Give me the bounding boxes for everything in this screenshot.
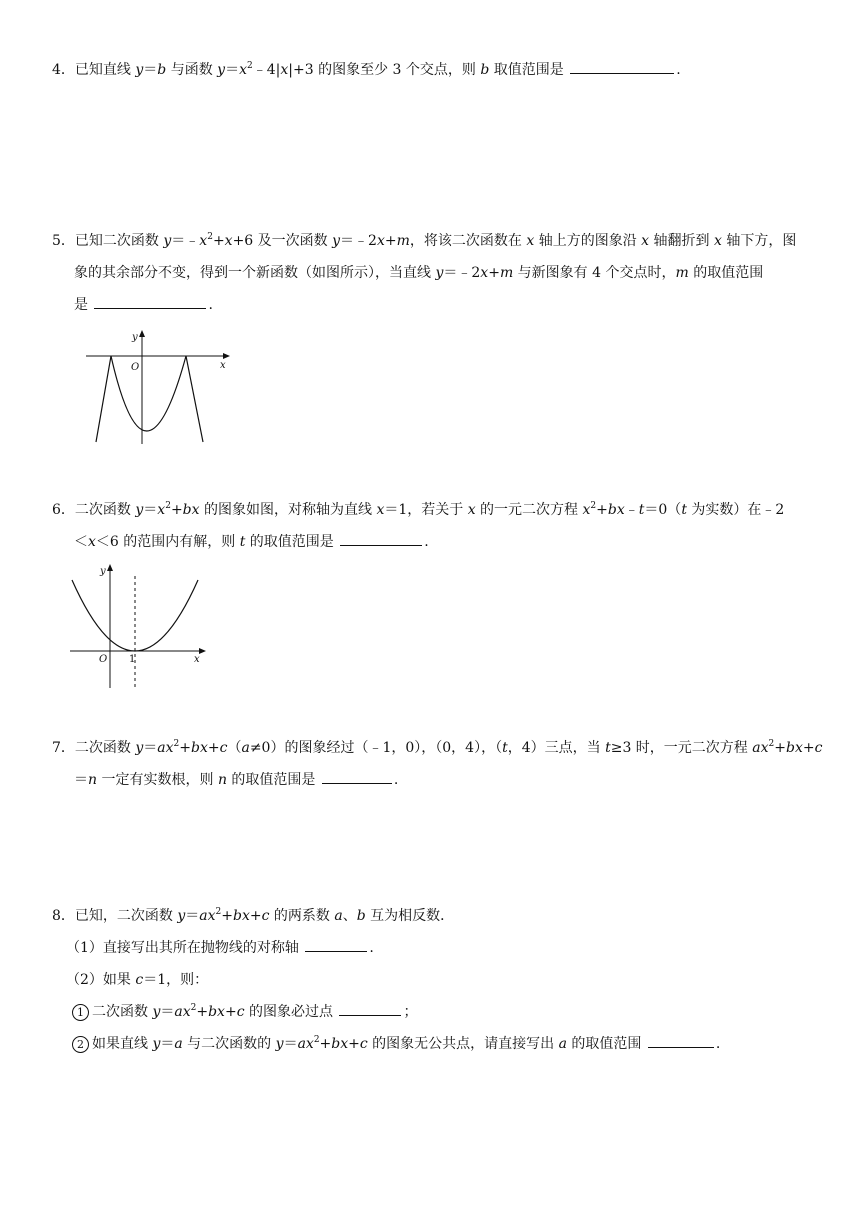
y-axis-arrow bbox=[139, 330, 145, 337]
q6-line-1: 6．二次函数 $y=x^2+bx$ 的图象如图，对称轴为直线 x＝1，若关于 x 的一元二次方程 $x^2+bx﹣t=0(t$ 为实数）在﹣2 bbox=[52, 501, 785, 518]
x-axis-label: x bbox=[194, 654, 200, 665]
circled-number-1: 1 bbox=[72, 1004, 89, 1021]
circled-number-2: 2 bbox=[72, 1036, 89, 1053]
question-5 bbox=[52, 225, 814, 321]
x-axis-label: x bbox=[220, 360, 226, 371]
answer-blank[interactable] bbox=[570, 57, 674, 74]
question-6 bbox=[52, 494, 814, 558]
answer-blank[interactable] bbox=[322, 767, 392, 784]
x-axis-arrow bbox=[199, 648, 206, 654]
y-axis-label: y bbox=[132, 332, 138, 343]
q8-sub-2: 2 如果直线 y＝a 与二次函数的 $y=ax^2+bx+c$ 的图象无公共点，请直接写出 a 的取值范围 . bbox=[52, 1028, 814, 1060]
question-7 bbox=[52, 732, 823, 796]
q8-sub-1: 1 二次函数 $y=ax^2+bx+c$ 的图象必过点 ； bbox=[52, 996, 814, 1028]
answer-blank[interactable] bbox=[94, 292, 206, 309]
origin-label: O bbox=[131, 362, 140, 373]
q5-line-3: 是 . bbox=[52, 289, 814, 321]
answer-blank[interactable] bbox=[339, 999, 401, 1016]
question-4 bbox=[52, 54, 814, 86]
tick-label-1: 1 bbox=[129, 654, 136, 665]
q6-figure bbox=[66, 562, 212, 690]
q8-line-1: 8．已知，二次函数 $y=ax^2+bx+c$ 的两系数 a、b 互为相反数． bbox=[52, 907, 455, 924]
origin-label: O bbox=[99, 654, 108, 665]
y-axis-arrow bbox=[107, 564, 113, 571]
answer-blank[interactable] bbox=[648, 1031, 714, 1048]
q8-part-2: （2）如果 c＝1，则： bbox=[66, 972, 209, 988]
q7-line-1: 7．二次函数 $y=ax^2+bx+c(a\ne 0)$的图象经过（﹣1，0），（0，4），（t，4）三点，当 t≥3 时，一元二次方程 $ax^2+bx+c$ bbox=[52, 739, 823, 756]
q8-part-1: （1）直接写出其所在抛物线的对称轴 . bbox=[52, 932, 814, 964]
x-axis-arrow bbox=[223, 353, 230, 359]
folded-parabola-curve bbox=[96, 356, 203, 442]
q4-line-1: 4．已知直线 y＝b 与函数 $y=x^2﹣4|x|+3$ 的图象至少 3 个交点，则 b 取值范围是 . bbox=[52, 54, 814, 86]
q7-line-2: ＝n 一定有实数根，则 n 的取值范围是 . bbox=[52, 764, 814, 796]
q5-line-1: 5．已知二次函数 $y=﹣x^2+x+6$ 及一次函数 y＝﹣2x+m，将该二次函数在 x 轴上方的图象沿 x 轴翻折到 x 轴下方，图 bbox=[52, 232, 797, 249]
y-axis-label: y bbox=[100, 566, 106, 577]
q5-figure bbox=[82, 328, 232, 446]
answer-blank[interactable] bbox=[340, 529, 422, 546]
answer-blank[interactable] bbox=[305, 935, 367, 952]
question-8 bbox=[52, 900, 814, 1060]
q6-line-2: ＜x＜6 的范围内有解，则 t 的取值范围是 . bbox=[52, 526, 814, 558]
q5-line-2: 象的其余部分不变，得到一个新函数（如图所示），当直线 y＝﹣2x+m 与新图象有 4 个交点时，m 的取值范围 bbox=[74, 265, 764, 281]
